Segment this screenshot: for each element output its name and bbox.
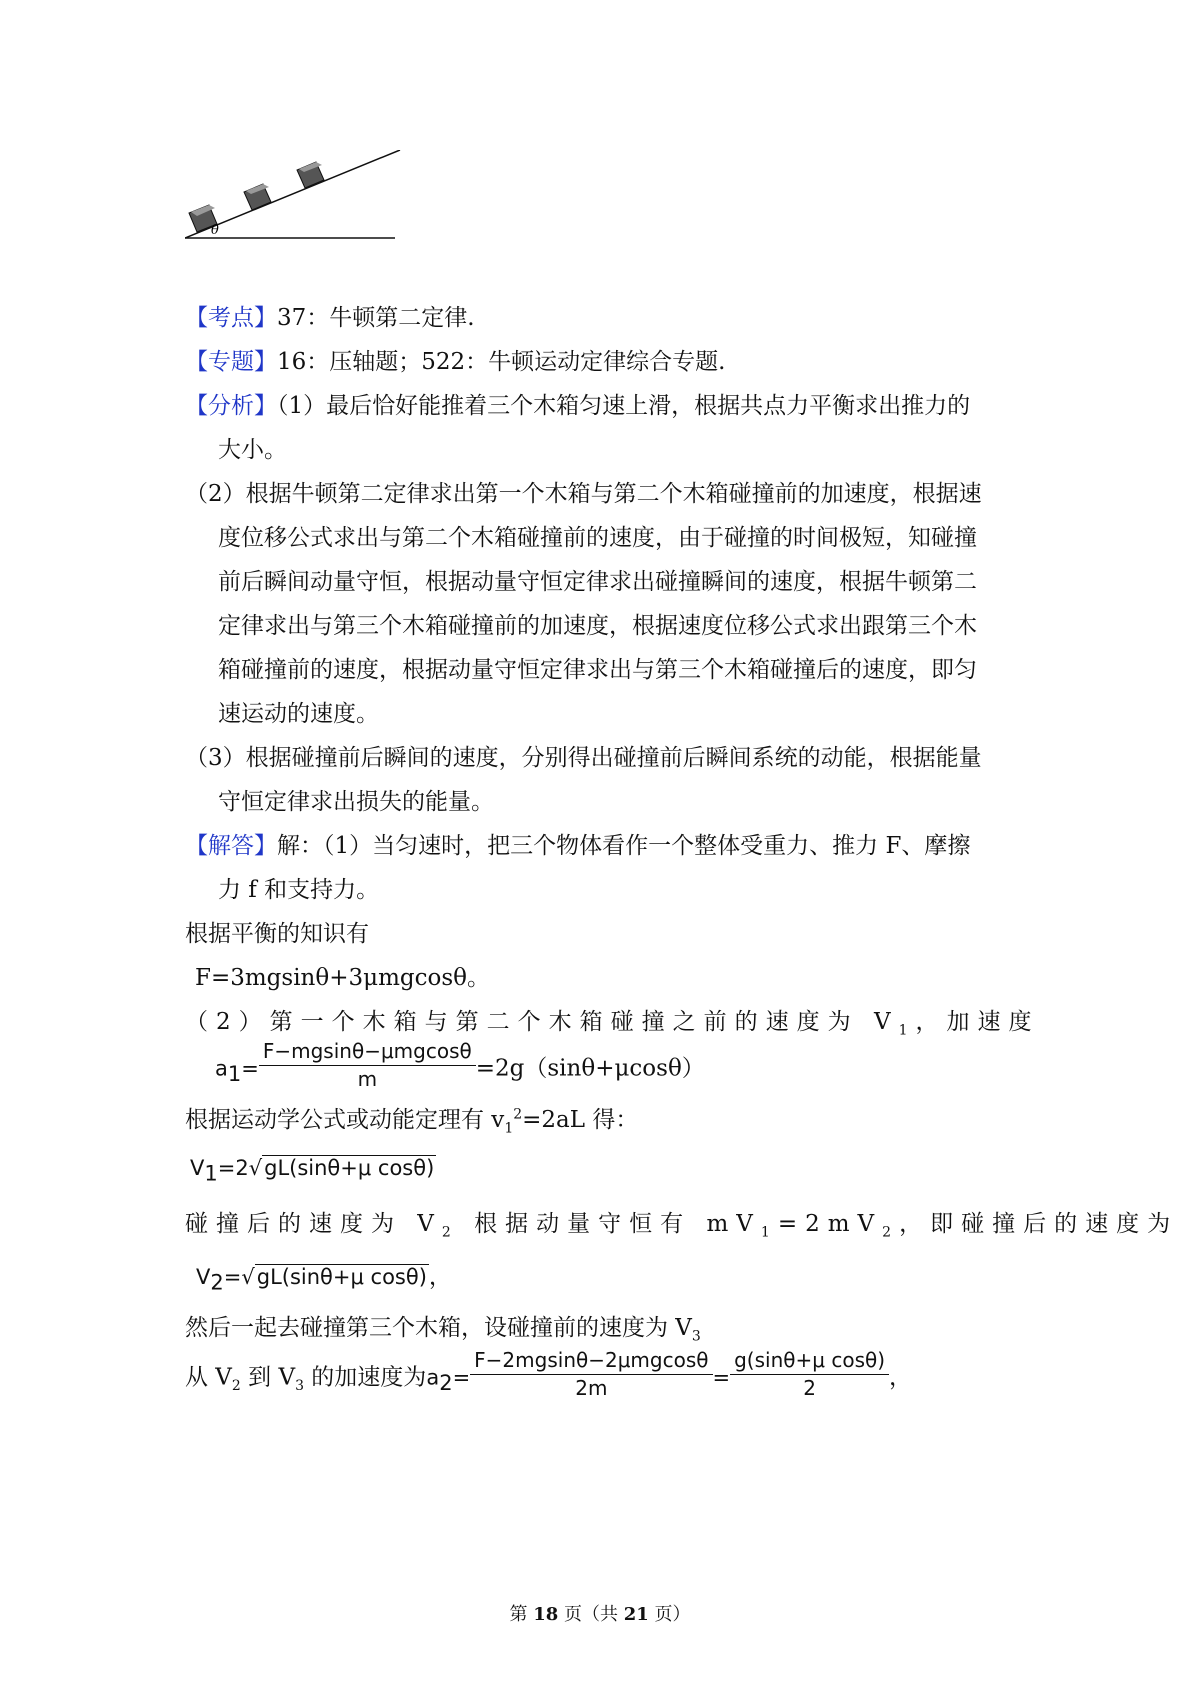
sqrt-sign: √ [248, 1156, 263, 1180]
page-total: 21 [623, 1604, 649, 1625]
page-footer: 第 18 页（共 21 页） [509, 1604, 691, 1625]
equation-a1: $a_1=$ $\frac{\text{F−mgsinθ−μmgcosθ}}{m}$ =2g（sinθ+μcosθ） [215, 1039, 705, 1091]
zhuanti-tag: 【专题】 [185, 349, 277, 375]
jieda-line-5: （2）第一个木箱与第二个木箱碰撞之前的速度为 $V_1$，加速度 [185, 1009, 1040, 1039]
jieda-line-2: 力 f 和支持力。 [218, 877, 380, 903]
jieda-equation-F: F=3mgsinθ+3μmgcosθ。 [195, 965, 490, 991]
a2-fraction: $\frac{\text{F−2mgsinθ−2μmgcosθ}}{2m}$ [470, 1348, 712, 1401]
jieda-line-9: 碰撞后的速度为 $V_2$ 根据动量守恒有 $mV_1=2mV_2$，即碰撞后的速度为 [185, 1211, 1179, 1241]
v2-radicand: gL(sinθ+μ cosθ) [256, 1265, 427, 1289]
fenxi-tag: 【分析】 [185, 393, 277, 419]
fenxi-line-5: 前后瞬间动量守恒，根据动量守恒定律求出碰撞瞬间的速度，根据牛顿第二 [218, 569, 977, 595]
jieda-tag: 【解答】 [185, 833, 277, 859]
fenxi-line-2: 大小。 [218, 437, 287, 463]
page-number: 18 [533, 1604, 559, 1625]
jieda-line-1: 【解答】解：（1）当匀速时，把三个物体看作一个整体受重力、推力 F、摩擦 [185, 833, 971, 859]
jieda-line-3: 根据平衡的知识有 [185, 921, 369, 947]
box-2 [244, 184, 271, 210]
fenxi-line-4: 度位移公式求出与第二个木箱碰撞前的速度，由于碰撞的时间极短，知碰撞 [218, 525, 977, 551]
a1-fraction: $\frac{\text{F−mgsinθ−μmgcosθ}}{m}$ [259, 1039, 476, 1092]
v1-radicand: gL(sinθ+μ cosθ) [264, 1156, 435, 1180]
box-3 [297, 162, 324, 188]
fenxi-line-10: 守恒定律求出损失的能量。 [218, 789, 494, 815]
a2-fraction-2: $\frac{\text{g(sinθ+μ cosθ)}}{2}$ [730, 1348, 889, 1401]
kaodian-line: 【考点】37：牛顿第二定律. [185, 305, 475, 331]
fenxi-line-9: （3）根据碰撞前后瞬间的速度，分别得出碰撞前后瞬间系统的动能，根据能量 [185, 745, 982, 771]
zhuanti-line: 【专题】16：压轴题；522：牛顿运动定律综合专题. [185, 349, 726, 375]
fenxi-line-7: 箱碰撞前的速度，根据动量守恒定律求出与第三个木箱碰撞后的速度，即匀 [218, 657, 977, 683]
equation-a2: 从 $V_2$ 到 $V_3$ 的加速度为$a_2=$ $\frac{\text{F−2mgsinθ−2μmgcosθ}}{2m}$ = $\frac{\text{g(sinθ+μ cosθ)}}{2}$ ， [185, 1348, 913, 1400]
angle-label: θ [211, 223, 219, 238]
fenxi-line-8: 速运动的速度。 [218, 701, 379, 727]
equation-v1: $V_1=2√gL(\sin\theta+\mu$ cosθ) [190, 1156, 435, 1186]
equation-v2: $V_2=√gL(\sin\theta+\mu$ cosθ)， [196, 1264, 452, 1295]
kaodian-tag: 【考点】 [185, 305, 277, 331]
incline-figure [185, 150, 415, 270]
fenxi-line-3: （2）根据牛顿第二定律求出第一个木箱与第二个木箱碰撞前的加速度，根据速 [185, 481, 982, 507]
fenxi-line-1: 【分析】（1）最后恰好能推着三个木箱匀速上滑，根据共点力平衡求出推力的 [185, 393, 971, 419]
jieda-line-7: 根据运动学公式或动能定理有 $v_1^2=2aL$ 得： [185, 1106, 639, 1137]
sqrt-sign: √ [241, 1265, 255, 1289]
jieda-line-11: 然后一起去碰撞第三个木箱，设碰撞前的速度为 $V_3$ [185, 1315, 701, 1345]
fenxi-line-6: 定律求出与第三个木箱碰撞前的加速度，根据速度位移公式求出跟第三个木 [218, 613, 977, 639]
